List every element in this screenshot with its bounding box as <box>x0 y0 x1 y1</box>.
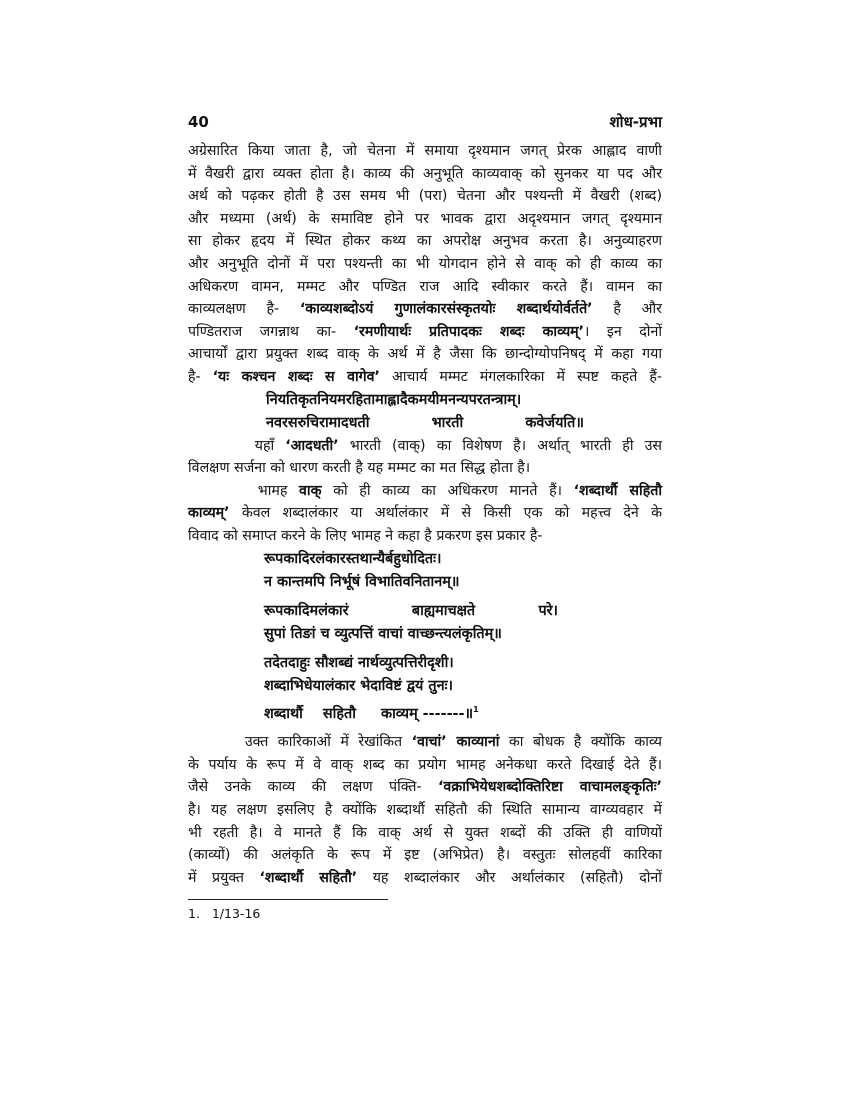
page <box>188 112 662 921</box>
text-line: (काव्यों) की अलंकृति के रूप में इष्ट (अभिप्रेत) है। वस्तुतः सोलहवीं कारिका <box>188 847 662 864</box>
footnote <box>188 906 662 921</box>
verse-line: शब्दाभिधेयालंकार भेदाविष्टं द्वयं तुनः। <box>264 677 453 694</box>
text-line: के पर्याय के रूप में वे वाक् शब्द का प्रयोग भामह अनेकधा करते दिखाई देते हैं। <box>188 756 662 773</box>
verse-line: शब्दार्थौ सहितौ काव्यम् -------॥$^1$ <box>264 704 479 722</box>
text-line: है- ‘यः कश्चन शब्दः स वागेव’ आचार्य मम्मट मंगलकारिका में स्पष्ट कहते हैं- <box>188 368 662 385</box>
text-line: काव्यम्’ केवल शब्दालंकार या अर्थालंकार में से किसी एक को महत्त्व देने के <box>188 505 662 522</box>
verse-line: न कान्तमपि निर्भूषं विभातिवनितानम्॥ <box>264 573 460 590</box>
page-header <box>188 112 662 140</box>
text-line: काव्यलक्षण है- ‘काव्यशब्दोऽयं गुणालंकारसंस्कृतयोः शब्दार्थयोर्वर्तते’ है और <box>188 301 662 318</box>
text-line: और मध्यमा (अर्थ) के समाविष्ट होने पर भावक द्वारा अदृश्यमान जगत् दृश्यमान <box>188 210 662 227</box>
text-line: भी रहती है। वे मानते हैं कि वाक् अर्थ से युक्त शब्दों की उक्ति ही वाणियों <box>188 824 662 841</box>
text-line: यहाँ ‘आदधती’ भारती (वाक्) का विशेषण है। अर्थात् भारती ही उस <box>254 437 663 454</box>
paragraph-1 <box>188 140 662 389</box>
verse-line: सुपां तिङां च व्युत्पत्तिं वाचां वाच्छन्त्यलंकृतिम्॥ <box>264 625 502 642</box>
text-line: में वैखरी द्वारा व्यक्त होता है। काव्य की अनुभूति काव्यवाक् को सुनकर या पद और <box>188 165 662 182</box>
paragraph-2 <box>188 435 662 480</box>
verse-line: नवरसरुचिरामादधती भारती कवेर्जयति॥ <box>266 414 584 431</box>
verse-line: तदेतदाहुः सौशब्द्यं नार्थव्युत्पत्तिरीदृशी। <box>264 654 454 671</box>
text-line: विवाद को समाप्त करने के लिए भामह ने कहा है प्रकरण इस प्रकार है- <box>188 527 543 544</box>
text-line: भामह वाक् को ही काव्य का अधिकरण मानते हैं। ‘शब्दार्थौ सहितौ <box>257 482 662 499</box>
footnote-text: 1/13-16 <box>211 906 261 922</box>
text-line: अर्थ को पढ़कर होती है उस समय भी (परा) चेतना और पश्यन्ती में वैखरी (शब्द) <box>188 188 662 205</box>
verse-line: नियतिकृतनियमरहितामाह्लादैकमयीमनन्यपरतन्त्राम्। <box>266 391 522 408</box>
footnote-reference: 1 <box>473 704 479 714</box>
text-line: है। यह लक्षण इसलिए है क्योंकि शब्दार्थौ सहितौ की स्थिति सामान्य वाग्व्यवहार में <box>188 802 662 819</box>
text-line: और अनुभूति दोनों में परा पश्यन्ती का भी योगदान होने से वाक् को ही काव्य का <box>188 255 662 272</box>
text-line: अग्रेसारित किया जाता है, जो चेतना में समाया दृश्यमान जगत् प्रेरक आह्लाद वाणी <box>188 143 662 159</box>
page-number: 40 <box>188 113 209 131</box>
text-line: में प्रयुक्त ‘शब्दार्थौ सहितौ’ यह शब्दालंकार और अर्थालंकार (सहितौ) दोनों <box>188 869 662 886</box>
footnote-divider <box>188 899 388 900</box>
verse-block-2 <box>188 548 662 726</box>
text-line: विलक्षण सर्जना को धारण करती है यह मम्मट का मत सिद्ध होता है। <box>188 460 531 477</box>
text-line: आचार्यों द्वारा प्रयुक्त शब्द वाक् के अर्थ में है जैसा कि छान्दोग्योपनिषद् में कहा गया <box>188 346 662 363</box>
text-line: पण्डितराज जगन्नाथ का- ‘रमणीयार्थः प्रतिपादकः शब्दः काव्यम्’। इन दोनों <box>188 323 663 340</box>
footnote-number: 1. <box>188 906 200 922</box>
verse-line: रूपकादिरलंकारस्तथान्यैर्बहुधोदितः। <box>264 550 442 567</box>
verse-block-1 <box>188 389 662 435</box>
paragraph-4 <box>188 731 662 889</box>
text-line: सा होकर हृदय में स्थित होकर कथ्य का अपरोक्ष अनुभव करता है। अनुव्याहरण <box>188 233 662 250</box>
text-line: उक्त कारिकाओं में रेखांकित ‘वाचां’ काव्यानां का बोधक है क्योंकि काव्य <box>244 734 663 751</box>
running-title: शोध-प्रभा <box>609 113 662 131</box>
verse-line: रूपकादिमलंकारं बाह्यमाचक्षते परे। <box>264 602 558 619</box>
text-line: अधिकरण वामन, मम्मट और पण्डित राज आदि स्वीकार करते हैं। वामन का <box>188 278 662 295</box>
text-line: जैसे उनके काव्य की लक्षण पंक्ति- ‘वक्राभियेधशब्दोक्तिरिष्टा वाचामलङ्कृतिः’ <box>188 779 662 796</box>
paragraph-3 <box>188 480 662 548</box>
